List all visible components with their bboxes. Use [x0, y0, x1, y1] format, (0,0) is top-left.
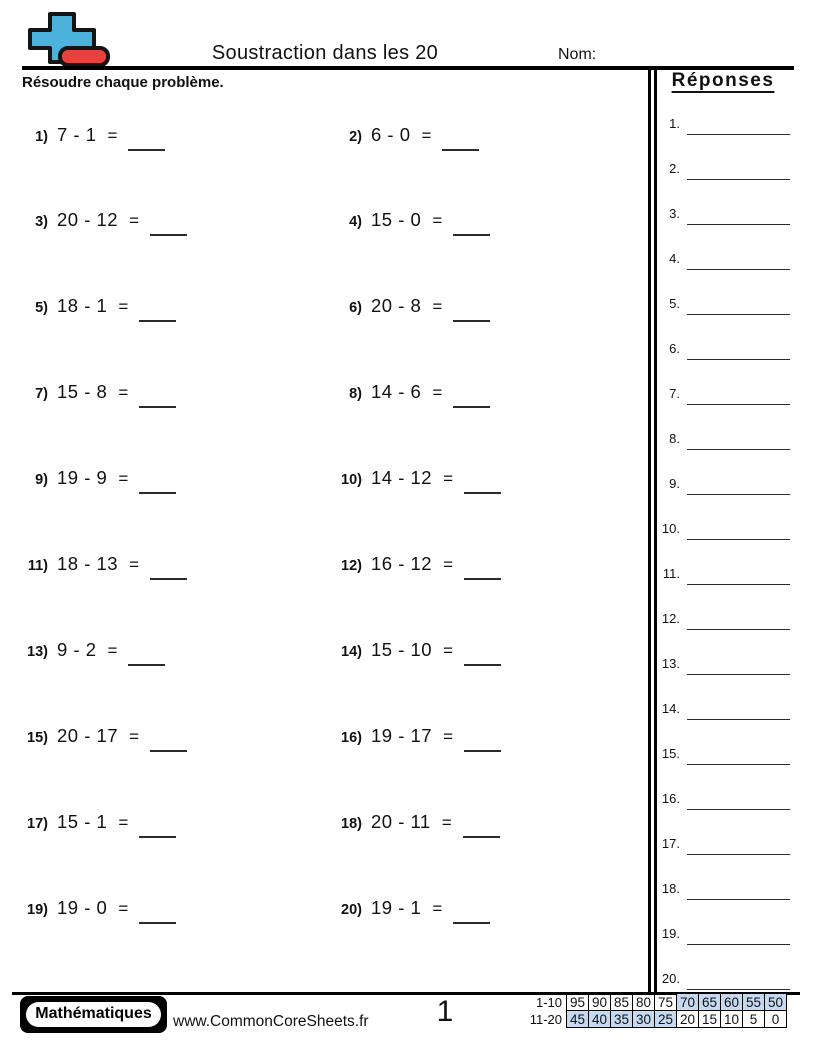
problem-expression: 20 - 8	[371, 295, 422, 316]
score-table-row	[528, 994, 787, 1011]
score-cell: 10	[721, 1011, 743, 1028]
answer-number: 1.	[669, 116, 680, 131]
answer-blank	[442, 148, 479, 151]
equals-sign: =	[118, 813, 129, 832]
answer-blank	[453, 233, 490, 236]
answer-line	[687, 673, 790, 675]
problem-item	[18, 381, 176, 403]
score-cell: 85	[611, 994, 633, 1011]
answer-row	[656, 431, 790, 446]
problem-number: 6)	[349, 300, 362, 316]
website-url: www.CommonCoreSheets.fr	[173, 1013, 369, 1030]
score-cell: 80	[633, 994, 655, 1011]
instruction-text: Résoudre chaque problème.	[22, 74, 224, 91]
problem-expression: 20 - 17	[57, 725, 119, 746]
answer-number: 15.	[661, 746, 680, 761]
problem-item	[332, 295, 490, 317]
score-table	[528, 993, 787, 1028]
problem-item	[18, 639, 165, 661]
answer-number: 3.	[669, 206, 680, 221]
header-rule	[22, 66, 794, 70]
problem-expression: 19 - 17	[371, 725, 433, 746]
answer-row	[656, 251, 790, 266]
equals-sign: =	[118, 383, 129, 402]
score-cell: 5	[743, 1011, 765, 1028]
problem-item	[332, 209, 490, 231]
problem-expression: 14 - 12	[371, 467, 433, 488]
answer-row	[656, 791, 790, 806]
score-cell: 35	[611, 1011, 633, 1028]
answer-line	[687, 853, 790, 855]
problem-number: 12)	[341, 558, 362, 574]
problem-expression: 20 - 12	[57, 209, 119, 230]
answer-number: 2.	[669, 161, 680, 176]
problem-item	[18, 811, 176, 833]
answer-blank	[464, 577, 501, 580]
answer-row	[656, 836, 790, 851]
problem-expression: 15 - 8	[57, 381, 108, 402]
answer-row	[656, 161, 790, 176]
answer-line	[687, 988, 790, 990]
answer-row	[656, 116, 790, 131]
score-cell: 90	[589, 994, 611, 1011]
answer-blank	[453, 921, 490, 924]
answer-row	[656, 881, 790, 896]
equals-sign: =	[107, 641, 118, 660]
answer-row	[656, 476, 790, 491]
problem-number: 13)	[27, 644, 48, 660]
answer-row	[656, 746, 790, 761]
answer-line	[687, 538, 790, 540]
answers-title: Réponses	[671, 70, 775, 91]
answer-blank	[464, 749, 501, 752]
answer-number: 9.	[669, 476, 680, 491]
equals-sign: =	[129, 555, 140, 574]
problem-number: 16)	[341, 730, 362, 746]
answer-number: 19.	[661, 926, 680, 941]
page-number: 1	[436, 995, 454, 1028]
answer-blank	[139, 835, 176, 838]
answer-number: 17.	[661, 836, 680, 851]
problem-expression: 6 - 0	[371, 124, 411, 145]
problem-item	[332, 553, 501, 575]
answer-blank	[453, 319, 490, 322]
answer-line	[687, 223, 790, 225]
equals-sign: =	[443, 469, 454, 488]
problem-expression: 7 - 1	[57, 124, 97, 145]
problem-item	[332, 381, 490, 403]
problem-item	[18, 467, 176, 489]
answer-number: 5.	[669, 296, 680, 311]
problem-number: 5)	[35, 300, 48, 316]
equals-sign: =	[432, 899, 443, 918]
problem-item	[332, 124, 479, 146]
answer-line	[687, 268, 790, 270]
answers-separator-line	[648, 69, 651, 994]
problem-number: 10)	[341, 472, 362, 488]
equals-sign: =	[118, 297, 129, 316]
score-cell: 0	[765, 1011, 787, 1028]
equals-sign: =	[421, 126, 432, 145]
problem-expression: 15 - 10	[371, 639, 433, 660]
score-range-label: 1-10	[535, 994, 562, 1010]
equals-sign: =	[443, 641, 454, 660]
problem-expression: 14 - 6	[371, 381, 422, 402]
answer-line	[687, 628, 790, 630]
score-cell: 75	[655, 994, 677, 1011]
problem-number: 8)	[349, 386, 362, 402]
problem-number: 11)	[27, 558, 48, 574]
problem-item	[332, 811, 500, 833]
problem-item	[332, 725, 501, 747]
score-cell: 15	[699, 1011, 721, 1028]
answer-row	[656, 611, 790, 626]
answer-blank	[464, 663, 501, 666]
answer-line	[687, 178, 790, 180]
answer-blank	[464, 491, 501, 494]
problem-expression: 18 - 13	[57, 553, 119, 574]
problem-item	[18, 553, 187, 575]
answer-blank	[139, 319, 176, 322]
equals-sign: =	[118, 469, 129, 488]
answer-row	[656, 341, 790, 356]
problem-number: 19)	[27, 902, 48, 918]
problem-item	[18, 295, 176, 317]
equals-sign: =	[129, 727, 140, 746]
score-cell: 45	[567, 1011, 589, 1028]
answer-number: 10.	[661, 521, 680, 536]
problem-expression: 18 - 1	[57, 295, 108, 316]
answer-row	[656, 296, 790, 311]
answer-row	[656, 206, 790, 221]
answer-row	[656, 971, 790, 986]
answer-number: 11.	[662, 566, 680, 581]
answer-blank	[453, 405, 490, 408]
score-cell: 30	[633, 1011, 655, 1028]
answer-line	[687, 943, 790, 945]
answer-row	[656, 656, 790, 671]
score-cell: 40	[589, 1011, 611, 1028]
equals-sign: =	[432, 297, 443, 316]
problem-number: 17)	[27, 816, 48, 832]
equals-sign: =	[118, 899, 129, 918]
answer-number: 6.	[669, 341, 680, 356]
answer-line	[687, 583, 790, 585]
answer-line	[687, 808, 790, 810]
answer-blank	[139, 491, 176, 494]
problem-expression: 15 - 1	[57, 811, 108, 832]
answer-line	[687, 763, 790, 765]
subject-badge-label: Mathématiques	[26, 1002, 160, 1027]
answer-blank	[150, 233, 187, 236]
answer-number: 20.	[661, 971, 680, 986]
score-cell: 95	[567, 994, 589, 1011]
equals-sign: =	[443, 727, 454, 746]
answer-blank	[463, 835, 500, 838]
problem-number: 9)	[35, 472, 48, 488]
problem-item	[332, 639, 501, 661]
answer-row	[656, 926, 790, 941]
answer-number: 12.	[661, 611, 680, 626]
answer-blank	[128, 148, 165, 151]
subject-badge	[20, 996, 167, 1033]
problem-item	[18, 897, 176, 919]
equals-sign: =	[441, 813, 452, 832]
answer-row	[656, 521, 790, 536]
problem-expression: 19 - 0	[57, 897, 108, 918]
problem-expression: 15 - 0	[371, 209, 422, 230]
problem-item	[18, 209, 187, 231]
problem-number: 7)	[35, 386, 48, 402]
answer-number: 8.	[669, 431, 680, 446]
answer-number: 13.	[661, 656, 680, 671]
equals-sign: =	[107, 126, 118, 145]
page-title: Soustraction dans les 20	[211, 42, 439, 64]
answer-line	[687, 898, 790, 900]
equals-sign: =	[432, 211, 443, 230]
score-cell: 65	[699, 994, 721, 1011]
problem-number: 14)	[341, 644, 362, 660]
equals-sign: =	[443, 555, 454, 574]
name-label: Nom:	[558, 46, 597, 63]
answer-row	[656, 701, 790, 716]
equals-sign: =	[129, 211, 140, 230]
score-table-row	[528, 1011, 787, 1028]
score-cell: 20	[677, 1011, 699, 1028]
answer-number: 18.	[661, 881, 680, 896]
problem-expression: 9 - 2	[57, 639, 97, 660]
answer-line	[687, 133, 790, 135]
problem-item	[18, 124, 165, 146]
score-cell: 70	[677, 994, 699, 1011]
score-cell: 55	[743, 994, 765, 1011]
problem-number: 20)	[341, 902, 362, 918]
problem-expression: 20 - 11	[371, 811, 431, 832]
answer-blank	[150, 749, 187, 752]
answer-line	[687, 358, 790, 360]
score-range-label: 11-20	[529, 1011, 562, 1027]
answer-line	[687, 718, 790, 720]
answer-line	[687, 403, 790, 405]
score-cell: 60	[721, 994, 743, 1011]
answer-blank	[139, 405, 176, 408]
problem-number: 4)	[349, 214, 362, 230]
problem-item	[332, 467, 501, 489]
answer-number: 16.	[661, 791, 680, 806]
answer-line	[687, 493, 790, 495]
problem-number: 3)	[35, 214, 48, 230]
problem-expression: 19 - 1	[371, 897, 422, 918]
answer-number: 14.	[661, 701, 680, 716]
score-cell: 50	[765, 994, 787, 1011]
problem-number: 2)	[349, 129, 362, 145]
answer-row	[656, 566, 790, 581]
answer-number: 4.	[669, 251, 680, 266]
answer-line	[687, 313, 790, 315]
answer-blank	[139, 921, 176, 924]
equals-sign: =	[432, 383, 443, 402]
answer-blank	[150, 577, 187, 580]
problem-expression: 16 - 12	[371, 553, 433, 574]
answer-blank	[128, 663, 165, 666]
answer-number: 7.	[669, 386, 680, 401]
problem-number: 1)	[35, 129, 48, 145]
problem-number: 15)	[27, 730, 48, 746]
answer-line	[687, 448, 790, 450]
problem-expression: 19 - 9	[57, 467, 108, 488]
problem-item	[18, 725, 187, 747]
answer-row	[656, 386, 790, 401]
score-cell: 25	[655, 1011, 677, 1028]
problem-number: 18)	[341, 816, 362, 832]
problem-item	[332, 897, 490, 919]
